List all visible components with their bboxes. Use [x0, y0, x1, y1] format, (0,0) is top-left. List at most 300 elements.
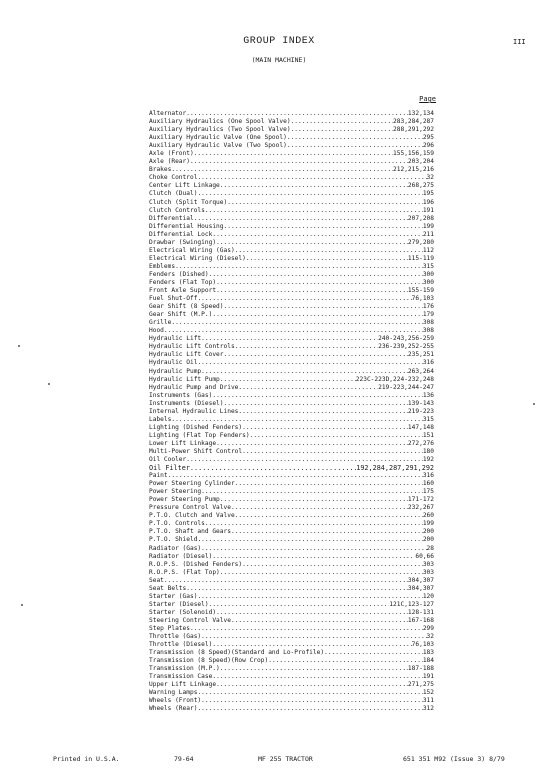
entry-page: 60,66 — [415, 552, 434, 560]
entry-name: Hydraulic Pump and Drive — [149, 383, 239, 391]
entry-page: 147,148 — [407, 423, 434, 431]
entry-name: Hydraulic Lift Cover — [149, 351, 224, 359]
index-entry — [149, 488, 434, 496]
leader-dots — [201, 633, 426, 641]
index-entry — [149, 271, 434, 279]
leader-dots — [212, 392, 422, 400]
index-entry — [149, 593, 434, 601]
entry-name: Gear Shift (M.P.) — [149, 311, 213, 319]
entry-name: Hydraulic Lift — [149, 335, 202, 343]
entry-name: Choke Control — [149, 174, 198, 182]
entry-name: Auxiliary Hydraulics (Two Spool Valve) — [149, 126, 291, 134]
leader-dots — [212, 311, 422, 319]
leader-dots — [220, 569, 423, 577]
entry-name: Transmission (M.P.) — [149, 665, 220, 673]
index-entry — [149, 681, 434, 689]
entry-name: Front Axle Support — [149, 287, 217, 295]
leader-dots — [216, 279, 423, 287]
leader-dots — [246, 255, 408, 263]
leader-dots — [216, 287, 408, 295]
index-entry — [149, 408, 434, 416]
entry-name: Center Lift Linkage — [149, 182, 220, 190]
page-column-header: Page — [419, 95, 436, 103]
entry-name: Fenders (Dished) — [149, 270, 209, 278]
entry-name: Gear Shift (8 Speed) — [149, 303, 224, 311]
leader-dots — [227, 199, 423, 207]
leader-dots — [197, 536, 422, 544]
leader-dots — [231, 504, 408, 512]
index-entry — [149, 617, 434, 625]
entry-name: Axle (Front) — [149, 150, 194, 158]
entry-page: 299 — [422, 625, 434, 632]
index-entry — [149, 480, 434, 488]
leader-dots — [287, 142, 423, 150]
entry-page: 175 — [422, 488, 434, 496]
entry-name: Instruments (Gas) — [149, 391, 213, 399]
leader-dots — [216, 239, 408, 247]
entry-name: Oil Cooler — [149, 456, 187, 464]
leader-dots — [268, 657, 423, 665]
index-entry — [149, 142, 434, 150]
leader-dots — [212, 641, 411, 649]
entry-name: Starter (Diesel) — [149, 600, 209, 608]
entry-name: Fenders (Flat Top) — [149, 278, 217, 286]
leader-dots — [212, 553, 415, 561]
entry-name: Auxiliary Hydraulic Valve (One Spool) — [149, 134, 287, 142]
leader-dots — [220, 496, 408, 504]
entry-name: Lower Lift Linkage — [149, 439, 217, 447]
leader-dots — [197, 359, 422, 367]
leader-dots — [238, 408, 408, 416]
entry-name: Axle (Rear) — [149, 158, 190, 166]
leader-dots — [197, 174, 426, 182]
leader-dots — [235, 480, 423, 488]
footer-date-code: 79-64 — [174, 755, 194, 763]
index-entry — [149, 231, 434, 239]
entry-name: R.O.P.S. (Flat Top) — [149, 568, 220, 576]
entry-page: 315 — [422, 415, 434, 423]
entry-page: 76,103 — [411, 641, 434, 649]
index-entry — [149, 472, 434, 480]
entry-page: 115-119 — [407, 254, 434, 262]
entry-name: Emblems — [149, 262, 176, 270]
leader-dots — [287, 134, 423, 142]
entry-page: 212,215,216 — [393, 166, 434, 174]
index-entry — [149, 561, 434, 569]
index-entry — [149, 215, 434, 223]
index-entry — [149, 376, 434, 384]
entry-page: 312 — [422, 705, 434, 713]
leader-dots — [197, 295, 411, 303]
entry-name: Brakes — [149, 166, 172, 174]
entry-name: Throttle (Gas) — [149, 633, 202, 641]
index-list — [149, 110, 434, 714]
entry-page: 191 — [422, 206, 434, 214]
leader-dots — [216, 440, 408, 448]
entry-name: R.O.P.S. (Dished Fenders) — [149, 560, 243, 568]
entry-page: 32 — [426, 174, 434, 182]
leader-dots — [224, 400, 408, 408]
leader-dots — [242, 448, 423, 456]
entry-name: Starter (Gas) — [149, 592, 198, 600]
entry-name: Hydraulic Oil — [149, 359, 198, 367]
leader-dots — [194, 150, 393, 158]
entry-name: Wheels (Front) — [149, 697, 202, 705]
entry-page: 136 — [422, 391, 434, 399]
leader-dots — [224, 303, 423, 311]
index-entry — [149, 368, 434, 376]
entry-page: 260 — [422, 512, 434, 520]
entry-page: 200 — [422, 536, 434, 544]
index-entry — [149, 432, 434, 440]
index-entry — [149, 585, 434, 593]
entry-page: 308 — [422, 327, 434, 335]
leader-dots — [201, 488, 423, 496]
entry-page: 271,275 — [407, 681, 434, 689]
leader-dots — [197, 593, 422, 601]
leader-dots — [235, 343, 378, 351]
entry-page: 279,280 — [407, 238, 434, 246]
entry-name: Upper Lift Linkage — [149, 681, 217, 689]
entry-name: Differential Lock — [149, 230, 213, 238]
index-entry — [149, 295, 434, 303]
entry-name: Differential Housing — [149, 222, 224, 230]
leader-dots — [205, 520, 423, 528]
scan-speck — [48, 383, 50, 385]
index-entry — [149, 303, 434, 311]
entry-page: 207,208 — [407, 214, 434, 222]
entry-page: 304,307 — [407, 584, 434, 592]
index-entry — [149, 545, 434, 553]
entry-page: 179 — [422, 311, 434, 319]
entry-page: 300 — [422, 278, 434, 286]
entry-page: 199 — [422, 520, 434, 528]
entry-page: 139-143 — [407, 399, 434, 407]
index-entry — [149, 456, 434, 464]
index-entry — [149, 520, 434, 528]
index-entry — [149, 255, 434, 263]
entry-name: Transmission (8 Speed)(Row Crop) — [149, 657, 269, 665]
entry-page: 196 — [422, 198, 434, 206]
leader-dots — [209, 271, 423, 279]
leader-dots — [201, 697, 423, 705]
entry-name: Grille — [149, 319, 172, 327]
entry-page: 308 — [422, 319, 434, 327]
index-entry — [149, 351, 434, 359]
index-entry — [149, 705, 434, 713]
entry-name: Paint — [149, 472, 168, 480]
leader-dots — [164, 577, 408, 585]
index-entry — [149, 327, 434, 335]
entry-name: Transmission Case — [149, 673, 213, 681]
entry-page: 316 — [422, 359, 434, 367]
leader-dots — [171, 166, 393, 174]
entry-name: Power Steering Cylinder — [149, 480, 235, 488]
entry-name: Auxiliary Hydraulic Valve (Two Spool) — [149, 142, 287, 150]
leader-dots — [194, 215, 408, 223]
index-entry — [149, 166, 434, 174]
index-entry — [149, 110, 434, 118]
page-subtitle: (MAIN MACHINE) — [251, 56, 307, 64]
index-entry — [149, 657, 434, 665]
entry-page: 121C,123-127 — [389, 600, 434, 608]
index-entry — [149, 118, 434, 126]
leader-dots — [197, 705, 422, 713]
entry-page: 112 — [422, 246, 434, 254]
index-entry — [149, 335, 434, 343]
index-entry — [149, 199, 434, 207]
entry-name: Multi-Power Shift Control — [149, 447, 243, 455]
index-entry — [149, 577, 434, 585]
leader-dots — [231, 528, 423, 536]
entry-page: 219-223 — [407, 407, 434, 415]
entry-name: Throttle (Diesel) — [149, 641, 213, 649]
entry-page: 283,284,287 — [393, 118, 434, 126]
index-entry — [149, 247, 434, 255]
index-entry — [149, 287, 434, 295]
entry-name: Pressure Control Valve — [149, 504, 231, 512]
index-entry — [149, 673, 434, 681]
index-entry — [149, 553, 434, 561]
index-entry — [149, 263, 434, 271]
entry-name: Lighting (Flat Top Fenders) — [149, 431, 250, 439]
index-entry — [149, 601, 434, 609]
index-entry — [149, 279, 434, 287]
entry-page: 203,204 — [407, 158, 434, 166]
leader-dots — [238, 384, 378, 392]
entry-page: 155,156,159 — [393, 150, 434, 158]
index-entry — [149, 416, 434, 424]
index-entry — [149, 609, 434, 617]
index-entry — [149, 633, 434, 641]
leader-dots — [242, 561, 423, 569]
page-number: III — [513, 38, 526, 46]
page-title: GROUP INDEX — [243, 36, 315, 47]
entry-page: 240-243,256-259 — [378, 335, 434, 343]
leader-dots — [197, 689, 422, 697]
entry-name: Seat — [149, 576, 164, 584]
entry-page: 235,251 — [407, 351, 434, 359]
entry-page: 32 — [426, 633, 434, 641]
index-entry — [149, 134, 434, 142]
index-entry — [149, 697, 434, 705]
index-entry — [149, 223, 434, 231]
leader-dots — [201, 335, 378, 343]
index-entry — [149, 440, 434, 448]
entry-page: 268,275 — [407, 182, 434, 190]
entry-name: Labels — [149, 415, 172, 423]
entry-page: 192 — [422, 456, 434, 464]
leader-dots — [220, 182, 408, 190]
leader-dots — [212, 231, 422, 239]
entry-page: 311 — [422, 697, 434, 705]
entry-page: 120 — [422, 592, 434, 600]
entry-page: 191 — [422, 673, 434, 681]
entry-page: 180 — [422, 447, 434, 455]
entry-name: Radiator (Diesel) — [149, 552, 213, 560]
index-entry — [149, 343, 434, 351]
entry-page: 223C-223D,224-232,248 — [355, 375, 434, 383]
entry-name: Warning Lamps — [149, 689, 198, 697]
entry-name: Clutch Controls — [149, 206, 205, 214]
entry-name: Starter (Solenoid) — [149, 608, 217, 616]
entry-name: Hydraulic Pump — [149, 367, 202, 375]
entry-page: 200 — [422, 528, 434, 536]
index-entry — [149, 424, 434, 432]
entry-page: 300 — [422, 270, 434, 278]
entry-name: Hydraulic Lift Pump — [149, 375, 220, 383]
entry-name: Lighting (Dished Fenders) — [149, 423, 243, 431]
index-entry — [149, 625, 434, 633]
index-entry — [149, 126, 434, 134]
index-entry — [149, 448, 434, 456]
index-entry — [149, 496, 434, 504]
entry-name: Oil Filter — [149, 464, 190, 473]
entry-page: 304,307 — [407, 576, 434, 584]
entry-name: Hydraulic Lift Controls — [149, 343, 235, 351]
index-entry — [149, 392, 434, 400]
index-entry — [149, 384, 434, 392]
entry-page: 315 — [422, 262, 434, 270]
leader-dots — [190, 464, 356, 472]
index-entry — [149, 528, 434, 536]
index-entry — [149, 641, 434, 649]
entry-page: 295 — [422, 134, 434, 142]
index-entry — [149, 182, 434, 190]
entry-page: 183 — [422, 649, 434, 657]
leader-dots — [186, 456, 423, 464]
index-entry — [149, 158, 434, 166]
leader-dots — [190, 158, 408, 166]
entry-name: Internal Hydraulic Lines — [149, 407, 239, 415]
entry-name: Clutch (Split Torque) — [149, 198, 228, 206]
leader-dots — [220, 665, 408, 673]
entry-name: Differential — [149, 214, 194, 222]
index-entry — [149, 689, 434, 697]
index-entry — [149, 207, 434, 215]
leader-dots — [201, 368, 408, 376]
index-entry — [149, 239, 434, 247]
index-entry — [149, 174, 434, 182]
entry-page: 195 — [422, 190, 434, 198]
leader-dots — [216, 681, 408, 689]
entry-name: Transmission (8 Speed)(Standard and Lo-Profile) — [149, 649, 325, 657]
index-entry — [149, 569, 434, 577]
leader-dots — [197, 190, 422, 198]
entry-page: 296 — [422, 142, 434, 150]
entry-page: 219-223,244-247 — [378, 383, 434, 391]
entry-name: P.T.O. Controls — [149, 520, 205, 528]
entry-page: 236-239,252-255 — [378, 343, 434, 351]
entry-name: Seat Belts — [149, 584, 187, 592]
index-entry — [149, 150, 434, 158]
entry-page: 151 — [422, 431, 434, 439]
leader-dots — [190, 625, 423, 633]
footer-printed: Printed in U.S.A. — [53, 755, 120, 763]
leader-dots — [186, 585, 408, 593]
leader-dots — [175, 263, 423, 271]
entry-page: 288,291,292 — [393, 126, 434, 134]
leader-dots — [324, 649, 423, 657]
index-entry — [149, 536, 434, 544]
index-entry — [149, 400, 434, 408]
index-entry — [149, 504, 434, 512]
index-entry — [149, 311, 434, 319]
entry-page: 199 — [422, 222, 434, 230]
entry-name: Power Steering Pump — [149, 496, 220, 504]
entry-page: 263,264 — [407, 367, 434, 375]
footer-model: MF 255 TRACTOR — [258, 755, 313, 763]
index-entry — [149, 464, 434, 472]
entry-name: Power Steering — [149, 488, 202, 496]
entry-page: 171-172 — [407, 496, 434, 504]
entry-name: Electrical Wiring (Diesel) — [149, 254, 246, 262]
entry-page: 128-131 — [407, 608, 434, 616]
index-entry — [149, 665, 434, 673]
leader-dots — [209, 601, 390, 609]
index-entry — [149, 512, 434, 520]
leader-dots — [220, 376, 356, 384]
entry-page: 272,276 — [407, 439, 434, 447]
entry-page: 232,267 — [407, 504, 434, 512]
entry-name: P.T.O. Shield — [149, 536, 198, 544]
entry-page: 28 — [426, 544, 434, 552]
leader-dots — [216, 609, 408, 617]
leader-dots — [291, 126, 393, 134]
entry-name: Step Plates — [149, 625, 190, 632]
entry-name: Alternator — [149, 110, 187, 117]
entry-page: 303 — [422, 560, 434, 568]
leader-dots — [231, 617, 408, 625]
leader-dots — [205, 207, 423, 215]
entry-page: 192,284,287,291,292 — [356, 464, 434, 473]
entry-name: Electrical Wiring (Gas) — [149, 246, 235, 254]
entry-name: Auxiliary Hydraulics (One Spool Valve) — [149, 118, 291, 126]
leader-dots — [186, 110, 408, 118]
entry-name: Fuel Shut-Off — [149, 295, 198, 303]
entry-name: Radiator (Gas) — [149, 544, 202, 552]
leader-dots — [235, 247, 423, 255]
entry-name: Hood — [149, 327, 164, 335]
footer-part-number: 651 351 M92 (Issue 3) 8/79 — [403, 755, 505, 763]
scan-speck — [533, 403, 535, 405]
entry-name: P.T.O. Clutch and Valve — [149, 512, 235, 520]
entry-name: Steering Control Valve — [149, 616, 231, 624]
entry-page: 184 — [422, 657, 434, 665]
entry-page: 187-188 — [407, 665, 434, 673]
entry-page: 303 — [422, 568, 434, 576]
index-entry — [149, 359, 434, 367]
leader-dots — [164, 327, 423, 335]
leader-dots — [171, 416, 422, 424]
entry-page: 316 — [422, 472, 434, 480]
leader-dots — [224, 223, 423, 231]
scan-speck — [18, 345, 20, 347]
scan-speck — [21, 604, 23, 606]
leader-dots — [291, 118, 393, 126]
leader-dots — [224, 351, 408, 359]
index-entry — [149, 649, 434, 657]
entry-page: 167-168 — [407, 616, 434, 624]
entry-page: 152 — [422, 689, 434, 697]
leader-dots — [171, 319, 422, 327]
entry-name: Instruments (Diesel) — [149, 399, 224, 407]
entry-page: 155-159 — [407, 287, 434, 295]
index-entry — [149, 319, 434, 327]
entry-name: P.T.O. Shaft and Gears — [149, 528, 231, 536]
index-entry — [149, 190, 434, 198]
entry-page: 211 — [422, 230, 434, 238]
